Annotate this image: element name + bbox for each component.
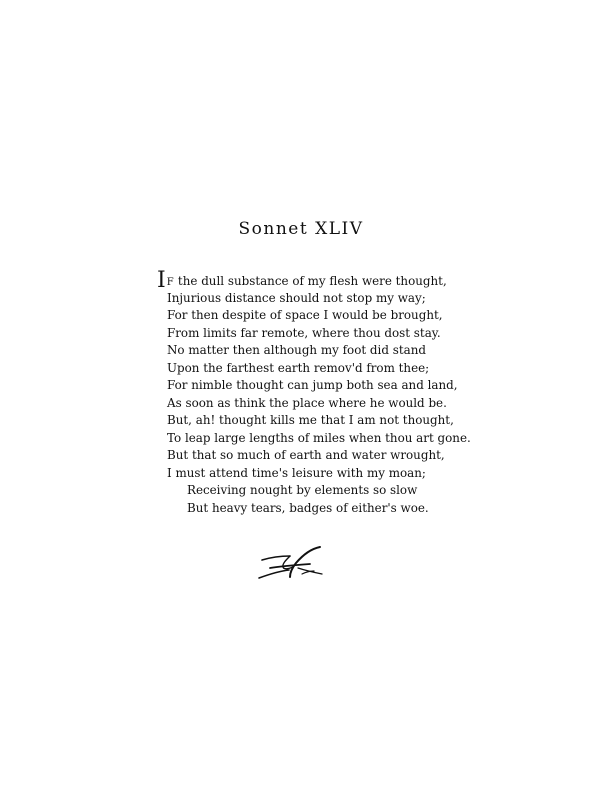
- poem-line-7: For nimble thought can jump both sea and land,: [167, 378, 458, 392]
- poem-line-4: From limits far remote, where thou dost stay.: [167, 325, 441, 340]
- drop-cap: I: [157, 268, 166, 293]
- poem-line-9: But, ah! thought kills me that I am not thought,: [167, 413, 454, 427]
- flourish-ornament-icon: [256, 544, 332, 584]
- poem-line-2: Injurious distance should not stop my way;: [167, 290, 426, 305]
- poem-line-13: Receiving nought by elements so slow: [187, 483, 418, 497]
- poem-line-10: To leap large lengths of miles when thou art gone.: [167, 430, 471, 445]
- flourish-stroke-bar: [270, 564, 310, 568]
- poem-line-1: [157, 268, 477, 293]
- poem-line-12: I must attend time's leisure with my moan;: [167, 465, 426, 480]
- poem-line-6: Upon the farthest earth remov'd from thee;: [167, 360, 430, 375]
- first-line-text: the dull substance of my flesh were thought,: [174, 274, 447, 288]
- poem-line-8: As soon as think the place where he would be.: [167, 395, 447, 410]
- flourish-stroke-low: [259, 570, 289, 578]
- poem-line-5: No matter then although my foot did stand: [167, 343, 426, 357]
- poem-line-11: But that so much of earth and water wrought,: [167, 448, 445, 462]
- small-cap: F: [166, 277, 175, 288]
- poem-line-3: For then despite of space I would be brought,: [167, 308, 443, 322]
- flourish-stroke-top: [262, 556, 290, 560]
- poem-title: Sonnet XLIV: [238, 219, 364, 239]
- poem-body: [157, 268, 477, 517]
- poem-line-14: But heavy tears, badges of either's woe.: [187, 500, 429, 515]
